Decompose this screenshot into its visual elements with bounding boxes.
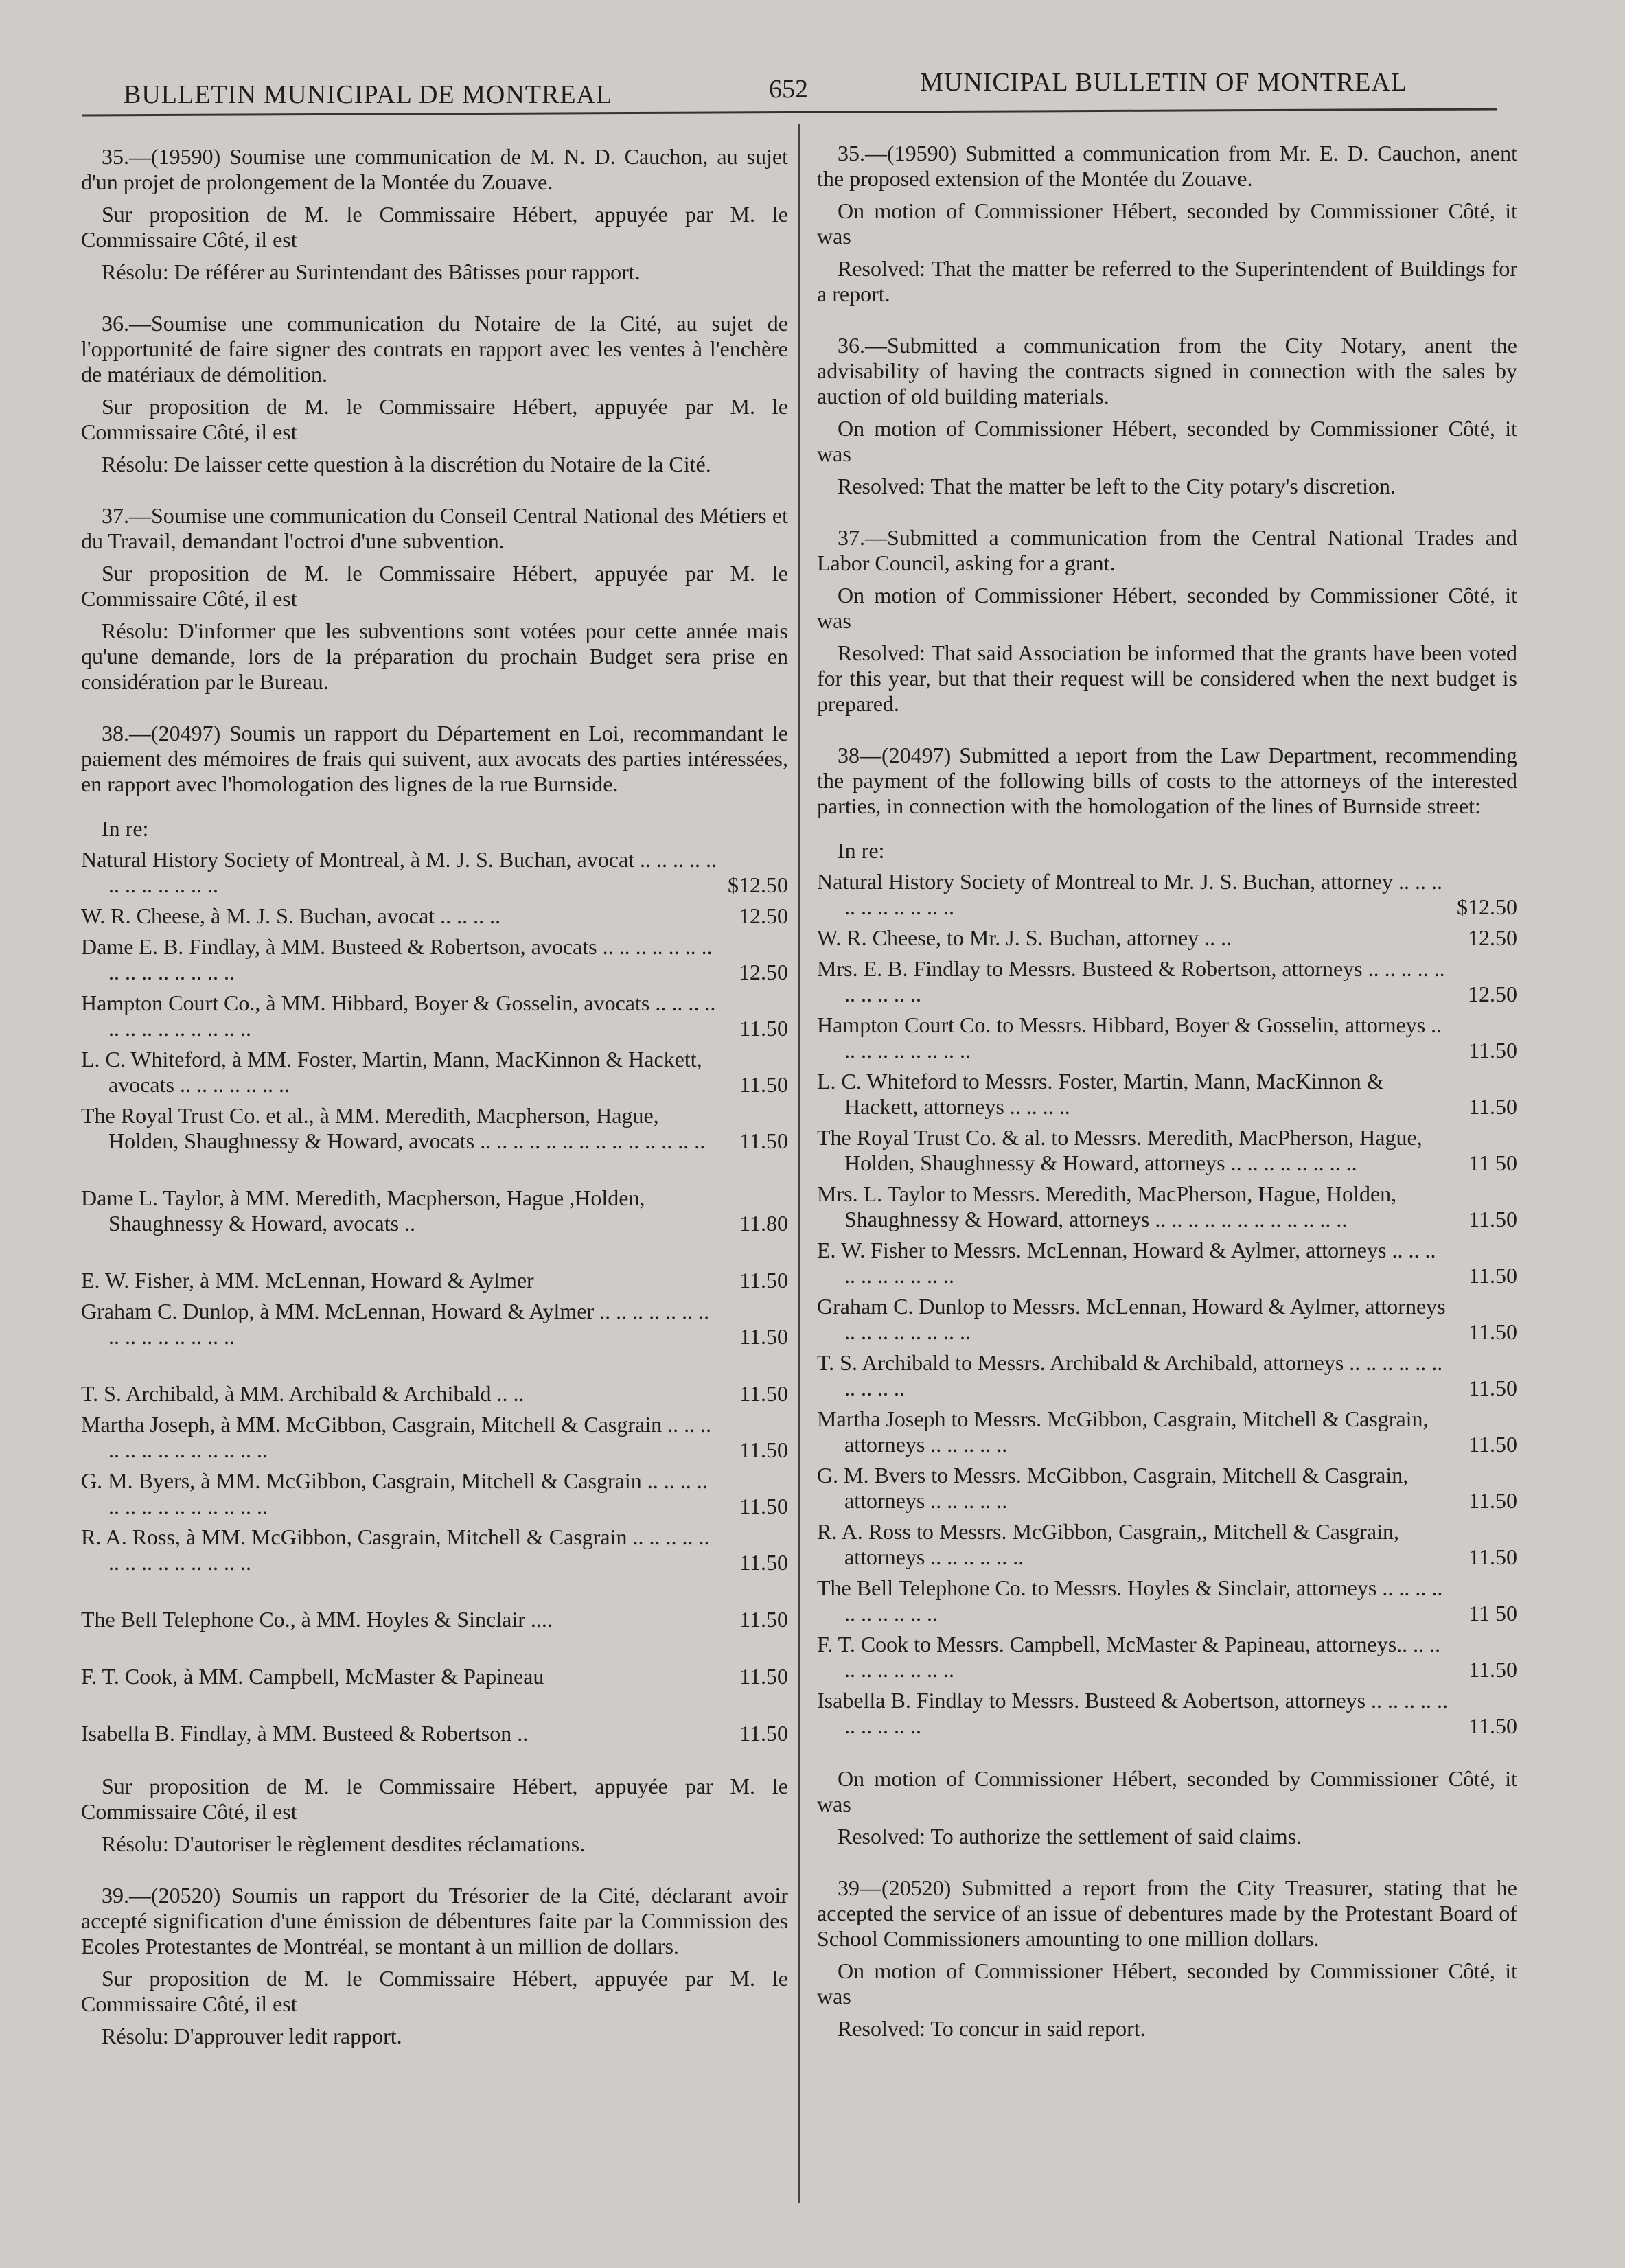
item-text: 37.—Soumise une communication du Conseil Central National des Métiers et du Travail, demandant l'octroi d'une subvention. <box>81 503 788 553</box>
french-claims-resolution <box>81 1774 788 1857</box>
motion-text: On motion of Commissioner Hébert, seconded by Commissioner Côté, it was <box>817 1766 1517 1816</box>
claim-row <box>817 1575 1517 1626</box>
claim-amount: 11.50 <box>1468 1713 1517 1738</box>
claim-amount: 11.50 <box>739 1268 788 1293</box>
claim-row <box>817 925 1517 951</box>
motion-text: Sur proposition de M. le Commissaire Hébert, appuyée par M. le Commissaire Côté, il est <box>81 1966 788 2016</box>
french-claims-list <box>81 816 788 1746</box>
claim-row <box>81 934 788 985</box>
claim-row <box>81 1525 788 1575</box>
claim-name: Isabella B. Findlay to Messrs. Busteed & Aobertson, attorneys .. .. .. .. .. .. .. .. .. .. <box>817 1688 1449 1738</box>
french-column <box>81 144 788 2075</box>
motion-text: On motion of Commissioner Hébert, seconded by Commissioner Côté, it was <box>817 583 1517 633</box>
claim-amount: 11.50 <box>739 1381 788 1406</box>
claim-amount: $12.50 <box>728 872 788 897</box>
english-claims-list <box>817 838 1517 1739</box>
item-text: 39.—(20520) Soumis un rapport du Trésorier de la Cité, déclarant avoir accepté signification d'une émission de débentures faite par la Commission des Ecoles Protestantes de Montréal, se montant à un million de dollars. <box>81 1883 788 1958</box>
claim-amount: 11.50 <box>1468 1432 1517 1457</box>
claim-name: Dame L. Taylor, à MM. Meredith, Macpherson, Hague ,Holden, Shaughnessy & Howard, avocats .. <box>81 1185 645 1236</box>
item-text: 38—(20497) Submitted a ıeport from the Law Department, recommending the payment of the following bills of costs to the attorneys of the interested parties, in connection with the homologation of the lines of Burnside street: <box>817 743 1517 818</box>
claim-name: The Bell Telephone Co. to Messrs. Hoyles & Sinclair, attorneys .. .. .. .. .. .. .. .. .. .. <box>817 1575 1443 1625</box>
resolution-text: Resolved: That the matter be left to the City potary's discretion. <box>838 474 1396 498</box>
claim-name: Martha Joseph, à MM. McGibbon, Casgrain, Mitchell & Casgrain .. .. .. .. .. .. .. .. .. .. .. .. .. <box>81 1412 712 1462</box>
resolution-text: Résolu: De laisser cette question à la discrétion du Notaire de la Cité. <box>102 452 711 476</box>
claim-row <box>817 1069 1517 1120</box>
claim-row <box>817 1238 1517 1288</box>
claim-row <box>81 1299 788 1350</box>
claim-row <box>817 1519 1517 1570</box>
motion-text: On motion of Commissioner Hébert, seconded by Commissioner Côté, it was <box>817 1958 1517 2009</box>
english-item-37 <box>817 525 1517 717</box>
claim-name: The Royal Trust Co. et al., à MM. Meredith, Macpherson, Hague, Holden, Shaughnessy & Howard, avocats .. .. .. .. .. .. .. .. .. .. .. .. .. .. <box>81 1103 706 1153</box>
motion-text: Sur proposition de M. le Commissaire Hébert, appuyée par M. le Commissaire Côté, il est <box>81 394 788 444</box>
claim-name: E. W. Fisher, à MM. McLennan, Howard & Aylmer <box>81 1268 534 1293</box>
claim-amount: $12.50 <box>1457 894 1517 919</box>
header-english-title: MUNICIPAL BULLETIN OF MONTREAL <box>920 68 1408 97</box>
claim-row <box>817 1350 1517 1401</box>
claim-amount: 11.50 <box>739 1664 788 1689</box>
claim-amount: 11.50 <box>1468 1319 1517 1344</box>
claim-name: W. R. Cheese, à M. J. S. Buchan, avocat .. .. .. .. <box>81 903 501 928</box>
claim-amount: 11.50 <box>1468 1376 1517 1400</box>
claim-amount: 11.50 <box>739 1072 788 1097</box>
claim-name: W. R. Cheese, to Mr. J. S. Buchan, attorney .. .. <box>817 925 1232 950</box>
claim-amount: 11.50 <box>739 1721 788 1746</box>
claim-row <box>817 956 1517 1007</box>
claim-name: R. A. Ross to Messrs. McGibbon, Casgrain,, Mitchell & Casgrain, attorneys .. .. .. .. .. .. <box>817 1519 1399 1569</box>
claim-amount: 11.50 <box>739 1550 788 1575</box>
column-divider <box>798 124 800 2203</box>
claim-row <box>81 1412 788 1463</box>
french-item-38 <box>81 721 788 797</box>
motion-text: On motion of Commissioner Hébert, seconded by Commissioner Côté, it was <box>817 416 1517 466</box>
claim-row <box>817 869 1517 920</box>
claim-amount: 11.50 <box>1468 1488 1517 1513</box>
claim-name: R. A. Ross, à MM. McGibbon, Casgrain, Mitchell & Casgrain .. .. .. .. .. .. .. .. .. .. .. .. .. .. <box>81 1525 710 1575</box>
resolution-text: Résolu: D'informer que les subventions sont votées pour cette année mais qu'une demande, lors de la préparation du prochain Budget sera prise en considération par le Bureau. <box>81 618 788 694</box>
french-item-35 <box>81 144 788 285</box>
resolution-text: Résolu: D'approuver ledit rapport. <box>102 2024 402 2048</box>
claim-name: F. T. Cook, à MM. Campbell, McMaster & Papineau <box>81 1664 544 1689</box>
claim-row <box>817 1125 1517 1176</box>
claim-row <box>817 1632 1517 1682</box>
motion-text: Sur proposition de M. le Commissaire Hébert, appuyée par M. le Commissaire Côté, il est <box>81 202 788 252</box>
claim-name: Graham C. Dunlop to Messrs. McLennan, Howard & Aylmer, attorneys .. .. .. .. .. .. .. .. <box>817 1294 1446 1344</box>
claim-name: Graham C. Dunlop, à MM. McLennan, Howard & Aylmer .. .. .. .. .. .. .. .. .. .. .. .. .. .. .. <box>81 1299 710 1349</box>
claim-name: Natural History Society of Montreal, à M. J. S. Buchan, avocat .. .. .. .. .. .. .. .. .. .. .. .. <box>81 847 717 897</box>
claim-name: L. C. Whiteford to Messrs. Foster, Martin, Mann, MacKinnon & Hackett, attorneys .. .. .. .. <box>817 1069 1384 1119</box>
header-french-title: BULLETIN MUNICIPAL DE MONTREAL <box>124 80 613 109</box>
claim-name: T. S. Archibald to Messrs. Archibald & Archibald, attorneys .. .. .. .. .. .. .. .. .. .. <box>817 1350 1443 1400</box>
page-number: 652 <box>769 75 808 104</box>
claim-amount: 11 50 <box>1468 1150 1517 1175</box>
claim-name: Hampton Court Co., à MM. Hibbard, Boyer & Gosselin, avocats .. .. .. .. .. .. .. .. .. .. .. .. .. <box>81 991 716 1041</box>
claim-amount: 11.50 <box>1468 1657 1517 1682</box>
claim-row <box>81 903 788 929</box>
resolution-text: Résolu: D'autoriser le règlement desdites réclamations. <box>102 1831 586 1856</box>
english-column <box>817 141 1517 2068</box>
motion-text: Sur proposition de M. le Commissaire Hébert, appuyée par M. le Commissaire Côté, il est <box>81 561 788 611</box>
claim-row <box>81 847 788 898</box>
item-text: 37.—Submitted a communication from the Central National Trades and Labor Council, asking for a grant. <box>817 525 1517 575</box>
claim-row <box>81 1607 788 1632</box>
item-text: 35.—(19590) Soumise une communication de M. N. D. Cauchon, au sujet d'un projet de prolongement de la Montée du Zouave. <box>81 144 788 194</box>
english-claims-resolution <box>817 1766 1517 1849</box>
claim-amount: 11.50 <box>739 1607 788 1632</box>
english-item-38 <box>817 743 1517 819</box>
claim-row <box>817 1294 1517 1345</box>
claim-name: The Royal Trust Co. & al. to Messrs. Meredith, MacPherson, Hague, Holden, Shaughnessy & Howard, attorneys .. .. .. .. .. .. .. .. <box>817 1125 1422 1175</box>
claim-name: Natural History Society of Montreal to Mr. J. S. Buchan, attorney .. .. .. .. .. .. .. .. .. .. <box>817 869 1442 919</box>
claim-row <box>817 1463 1517 1514</box>
french-item-36 <box>81 311 788 477</box>
french-item-39 <box>81 1883 788 2049</box>
claim-name: F. T. Cook to Messrs. Campbell, McMaster & Papineau, attorneys.. .. .. .. .. .. .. .. .. .. <box>817 1632 1441 1682</box>
claim-row <box>817 1407 1517 1457</box>
in-re-label: In re: <box>102 816 149 841</box>
french-item-37 <box>81 503 788 695</box>
claim-row <box>817 1688 1517 1739</box>
motion-text: Sur proposition de M. le Commissaire Hébert, appuyée par M. le Commissaire Côté, il est <box>81 1774 788 1824</box>
english-item-35 <box>817 141 1517 307</box>
item-text: 35.—(19590) Submitted a communication from Mr. E. D. Cauchon, anent the proposed extension of the Montée du Zouave. <box>817 141 1517 191</box>
resolution-text: Résolu: De référer au Surintendant des Bâtisses pour rapport. <box>102 259 641 284</box>
claim-amount: 11.50 <box>739 1437 788 1462</box>
claim-row <box>81 1047 788 1098</box>
english-item-36 <box>817 333 1517 499</box>
claim-name: G. M. Bvers to Messrs. McGibbon, Casgrain, Mitchell & Casgrain, attorneys .. .. .. .. .. <box>817 1463 1409 1513</box>
item-text: 36.—Submitted a communication from the City Notary, anent the advisability of having the contracts signed in connection with the sales by auction of old building materials. <box>817 333 1517 408</box>
claim-amount: 11.50 <box>739 1494 788 1518</box>
item-text: 36.—Soumise une communication du Notaire de la Cité, au sujet de l'opportunité de faire signer des contrats en rapport avec les ventes à l'enchère de matériaux de démolition. <box>81 311 788 386</box>
claim-name: G. M. Byers, à MM. McGibbon, Casgrain, Mitchell & Casgrain .. .. .. .. .. .. .. .. .. .. .. .. .. .. <box>81 1468 708 1518</box>
in-re-label: In re: <box>838 838 885 863</box>
claim-name: L. C. Whiteford, à MM. Foster, Martin, Mann, MacKinnon & Hackett, avocats .. .. .. .. .. .. .. <box>81 1047 702 1097</box>
claim-row <box>81 1185 788 1236</box>
claim-name: Dame E. B. Findlay, à MM. Busteed & Robertson, avocats .. .. .. .. .. .. .. .. .. .. .. .. .. .. .. <box>81 934 713 984</box>
claim-amount: 11.50 <box>1468 1207 1517 1231</box>
claim-amount: 12.50 <box>739 903 788 928</box>
claim-name: T. S. Archibald, à MM. Archibald & Archibald .. .. <box>81 1381 525 1406</box>
claim-row <box>81 1268 788 1293</box>
claim-amount: 11 50 <box>1468 1601 1517 1625</box>
claim-amount: 12.50 <box>1468 925 1517 950</box>
claim-amount: 11.50 <box>739 1016 788 1041</box>
claim-name: Martha Joseph to Messrs. McGibbon, Casgrain, Mitchell & Casgrain, attorneys .. .. .. .. .. <box>817 1407 1429 1457</box>
resolution-text: Resolved: To concur in said report. <box>838 2016 1146 2041</box>
claim-row <box>81 1103 788 1154</box>
claim-row <box>81 1721 788 1746</box>
item-text: 39—(20520) Submitted a report from the City Treasurer, stating that he accepted the service of an issue of debentures made by the Protestant Board of School Commissioners amounting to one million dollars. <box>817 1875 1517 1951</box>
claim-row <box>81 1381 788 1407</box>
claim-amount: 12.50 <box>739 960 788 984</box>
claim-row <box>817 1181 1517 1232</box>
claim-amount: 11.50 <box>1468 1263 1517 1288</box>
claim-amount: 12.50 <box>1468 982 1517 1006</box>
claim-amount: 11.50 <box>1468 1038 1517 1063</box>
claim-amount: 11.50 <box>1468 1094 1517 1119</box>
claim-row <box>81 1664 788 1689</box>
item-text: 38.—(20497) Soumis un rapport du Département en Loi, recommandant le paiement des mémoires de frais qui suivent, aux avocats des parties intéressées, en rapport avec l'homologation des lignes de la rue Burnside. <box>81 721 788 796</box>
resolution-text: Resolved: That said Association be informed that the grants have been voted for this year, but that their request will be considered when the next budget is prepared. <box>817 640 1517 716</box>
claim-row <box>817 1012 1517 1063</box>
page-header <box>117 55 1462 110</box>
claim-name: Isabella B. Findlay, à MM. Busteed & Robertson .. <box>81 1721 529 1746</box>
claim-name: E. W. Fisher to Messrs. McLennan, Howard & Aylmer, attorneys .. .. .. .. .. .. .. .. .. .. <box>817 1238 1436 1288</box>
claim-name: The Bell Telephone Co., à MM. Hoyles & Sinclair .... <box>81 1607 553 1632</box>
claim-row <box>81 991 788 1041</box>
resolution-text: Resolved: That the matter be referred to the Superintendent of Buildings for a report. <box>817 256 1517 306</box>
claim-name: Hampton Court Co. to Messrs. Hibbard, Boyer & Gosselin, attorneys .. .. .. .. .. .. .. .. .. <box>817 1012 1442 1063</box>
resolution-text: Resolved: To authorize the settlement of said claims. <box>838 1824 1302 1849</box>
motion-text: On motion of Commissioner Hébert, seconded by Commissioner Côté, it was <box>817 198 1517 248</box>
claim-amount: 11.80 <box>739 1211 788 1236</box>
english-item-39 <box>817 1875 1517 2041</box>
claim-row <box>81 1468 788 1519</box>
claim-amount: 11.50 <box>739 1129 788 1153</box>
claim-amount: 11.50 <box>739 1324 788 1349</box>
claim-name: Mrs. L. Taylor to Messrs. Meredith, MacPherson, Hague, Holden, Shaughnessy & Howard, attorneys .. .. .. .. .. .. .. .. .. .. .. .. <box>817 1181 1397 1231</box>
claim-name: Mrs. E. B. Findlay to Messrs. Busteed & Robertson, attorneys .. .. .. .. .. .. .. .. .. .. <box>817 956 1445 1006</box>
claim-amount: 11.50 <box>1468 1544 1517 1569</box>
